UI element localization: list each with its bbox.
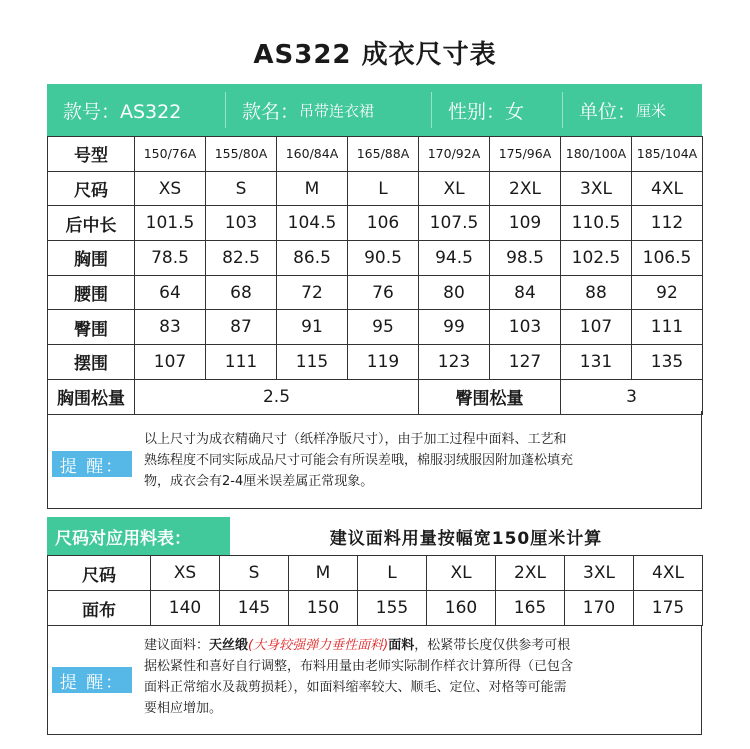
table-cell: 88	[561, 275, 632, 310]
table-cell: 87	[206, 310, 277, 345]
table-cell: 123	[419, 345, 490, 380]
note-text	[144, 635, 693, 719]
bust-ease-label: 胸围松量	[48, 379, 135, 414]
style-number: 款号：AS322	[63, 100, 182, 123]
note-line: 面料正常缩水及裁剪损耗），如面料缩率较大、顺毛、定位、对格等可能需	[144, 680, 567, 695]
style-name-cell	[226, 84, 431, 136]
unit-label: 单位：	[579, 100, 637, 123]
table-cell: 4XL	[634, 556, 703, 591]
note-line: 要相应增加。	[144, 701, 223, 716]
table-cell: 107.5	[419, 206, 490, 241]
gender: 性别：女	[448, 100, 525, 123]
table-row	[48, 137, 703, 172]
fabric-note	[47, 625, 702, 735]
row-header: 胸围	[48, 241, 135, 276]
table-cell: 91	[277, 310, 348, 345]
table-cell: XL	[427, 556, 496, 591]
style-name-value: 吊带连衣裙	[299, 101, 375, 120]
table-cell: 119	[348, 345, 419, 380]
table-row	[48, 345, 703, 380]
table-cell: 150	[289, 591, 358, 626]
fabric-prefix: 建议面料：	[144, 638, 210, 653]
size-code: 155/80A	[206, 137, 277, 172]
row-header: 臀围	[48, 310, 135, 345]
style-info-banner	[47, 84, 702, 136]
table-cell: S	[206, 171, 277, 206]
table-cell: 103	[206, 206, 277, 241]
table-row	[48, 206, 703, 241]
row-header: 号型	[48, 137, 135, 172]
table-cell: 112	[632, 206, 703, 241]
size-code: 175/96A	[490, 137, 561, 172]
size-code: 160/84A	[277, 137, 348, 172]
table-cell: 106.5	[632, 241, 703, 276]
table-cell: 107	[561, 310, 632, 345]
table-cell: 90.5	[348, 241, 419, 276]
fabric-section-heading: 建议面料用量按幅宽150厘米计算	[329, 528, 603, 549]
fabric-section-label: 尺码对应用料表：	[47, 517, 230, 555]
tolerance-note	[47, 411, 702, 509]
table-cell: 165	[496, 591, 565, 626]
size-code: 185/104A	[632, 137, 703, 172]
table-cell: 84	[490, 275, 561, 310]
note-text	[144, 429, 693, 492]
size-code: 150/76A	[135, 137, 206, 172]
fabric-suffix: 面料	[388, 638, 415, 653]
table-cell: 104.5	[277, 206, 348, 241]
table-cell: 155	[358, 591, 427, 626]
table-cell: 111	[206, 345, 277, 380]
table-cell: 98.5	[490, 241, 561, 276]
table-row	[48, 556, 703, 591]
table-cell: 76	[348, 275, 419, 310]
table-cell: 82.5	[206, 241, 277, 276]
table-cell: 160	[427, 591, 496, 626]
table-cell: 106	[348, 206, 419, 241]
size-code: 180/100A	[561, 137, 632, 172]
table-cell: 2XL	[490, 171, 561, 206]
note-line	[144, 635, 693, 656]
bust-ease-value: 2.5	[135, 379, 419, 414]
table-cell: 110.5	[561, 206, 632, 241]
table-cell: XS	[151, 556, 220, 591]
hip-ease-value: 3	[561, 379, 703, 414]
fabric-detail: (大身较强弹力垂性面料)	[248, 638, 389, 653]
table-cell: 103	[490, 310, 561, 345]
note-line: 物，成衣会有2-4厘米误差属正常现象。	[144, 474, 374, 489]
table-row	[48, 241, 703, 276]
table-cell: 102.5	[561, 241, 632, 276]
table-cell: 80	[419, 275, 490, 310]
table-cell: 72	[277, 275, 348, 310]
table-cell: 145	[220, 591, 289, 626]
table-cell: 131	[561, 345, 632, 380]
table-cell: 86.5	[277, 241, 348, 276]
row-header: 后中长	[48, 206, 135, 241]
table-cell: 135	[632, 345, 703, 380]
table-cell: 3XL	[565, 556, 634, 591]
table-cell: 78.5	[135, 241, 206, 276]
unit-cell	[563, 84, 701, 136]
table-cell: L	[358, 556, 427, 591]
table-cell: 170	[565, 591, 634, 626]
table-row	[48, 591, 703, 626]
table-cell: 92	[632, 275, 703, 310]
table-cell: 101.5	[135, 206, 206, 241]
fabric-table	[47, 555, 703, 626]
note-line: 以上尺寸为成衣精确尺寸（纸样净版尺寸），由于加工过程中面料、工艺和	[144, 432, 567, 447]
fabric-section-header	[47, 517, 702, 555]
row-header: 尺码	[48, 171, 135, 206]
table-row	[48, 379, 703, 414]
size-table	[47, 136, 703, 415]
reminder-badge: 提 醒：	[52, 451, 132, 477]
table-row	[48, 171, 703, 206]
table-cell: 64	[135, 275, 206, 310]
table-cell: 99	[419, 310, 490, 345]
table-cell: L	[348, 171, 419, 206]
row-header: 尺码	[48, 556, 151, 591]
table-cell: 175	[634, 591, 703, 626]
size-code: 165/88A	[348, 137, 419, 172]
table-cell: 107	[135, 345, 206, 380]
note-line: 据松紧性和喜好自行调整，布料用量由老师实际制作样衣计算所得（已包含	[144, 659, 574, 674]
table-cell: 3XL	[561, 171, 632, 206]
table-cell: 111	[632, 310, 703, 345]
reminder-badge: 提 醒：	[52, 667, 132, 693]
row-header: 摆围	[48, 345, 135, 380]
table-cell: 2XL	[496, 556, 565, 591]
table-cell: 95	[348, 310, 419, 345]
table-cell: XL	[419, 171, 490, 206]
table-cell: 4XL	[632, 171, 703, 206]
table-cell: 140	[151, 591, 220, 626]
unit-value: 厘米	[636, 101, 667, 120]
row-header: 面布	[48, 591, 151, 626]
size-code: 170/92A	[419, 137, 490, 172]
table-cell: 68	[206, 275, 277, 310]
style-name-label: 款名：	[242, 100, 300, 123]
row-header: 腰围	[48, 275, 135, 310]
hip-ease-label: 臀围松量	[419, 379, 561, 414]
table-cell: XS	[135, 171, 206, 206]
note-line: 熟练程度不同实际成品尺寸可能会有所误差哦，棉服羽绒服因附加蓬松填充	[144, 453, 574, 468]
table-cell: S	[220, 556, 289, 591]
table-cell: 127	[490, 345, 561, 380]
fabric-name: 天丝缎	[209, 638, 249, 653]
table-cell: 109	[490, 206, 561, 241]
table-row	[48, 310, 703, 345]
page-title: AS322 成衣尺寸表	[253, 40, 497, 70]
table-cell: M	[289, 556, 358, 591]
table-cell: 94.5	[419, 241, 490, 276]
table-row	[48, 275, 703, 310]
table-cell: M	[277, 171, 348, 206]
table-cell: 83	[135, 310, 206, 345]
table-cell: 115	[277, 345, 348, 380]
note-line-rest: ，松紧带长度仅供参考可根	[414, 638, 571, 653]
